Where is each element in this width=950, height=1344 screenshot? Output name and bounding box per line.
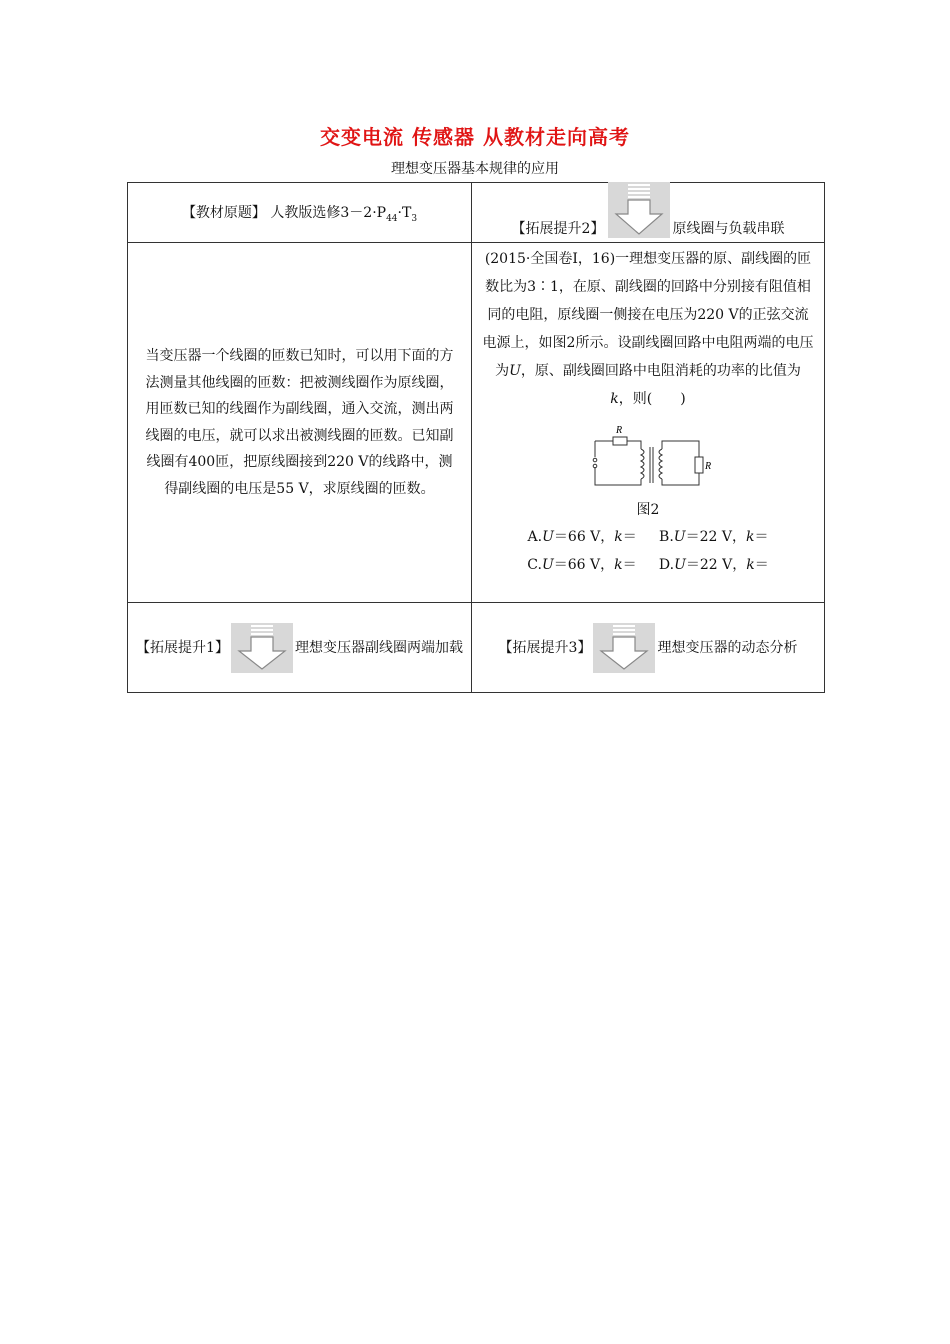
option-c-k: k <box>614 557 623 573</box>
variable-u: U <box>509 363 521 379</box>
option-a-u: U <box>542 529 554 545</box>
option-c-tail: ＝ <box>622 557 637 573</box>
option-d[interactable] <box>659 557 769 573</box>
down-arrow-icon <box>231 623 293 673</box>
options-row-1 <box>472 523 824 551</box>
extension-1-cell <box>128 603 472 693</box>
option-b-letter: B. <box>659 529 674 545</box>
option-d-k: k <box>746 557 755 573</box>
content-row <box>128 243 825 603</box>
original-problem-header <box>128 183 472 243</box>
document-title: 交变电流 传感器 从教材走向高考 <box>320 125 630 149</box>
option-d-tail: ＝ <box>754 557 769 573</box>
variable-k: k <box>610 391 619 407</box>
option-b-value: ＝22 V， <box>685 529 746 545</box>
extension-3-content <box>472 623 824 673</box>
option-a-value: ＝66 V， <box>553 529 615 545</box>
down-arrow-icon <box>593 623 655 673</box>
resistor-label-2: R <box>705 461 712 472</box>
option-d-value: ＝22 V， <box>685 557 747 573</box>
primary-coil <box>641 449 644 479</box>
extension-1-tag: 【拓展提升1】 <box>136 639 229 656</box>
secondary-coil <box>659 449 662 479</box>
extension-1-title: 理想变压器副线圈两端加载 <box>294 639 463 656</box>
resistor-label-1: R <box>616 425 623 436</box>
bottom-row <box>128 603 825 693</box>
circuit-diagram <box>472 423 824 497</box>
option-b-u: U <box>673 529 686 545</box>
extension-1-content <box>128 623 471 673</box>
question-number: 3 <box>411 213 418 224</box>
extension-2-tag: 【拓展提升2】 <box>511 220 605 237</box>
option-a-k: k <box>614 529 623 545</box>
original-problem-tag: 【教材原题】 <box>181 204 266 221</box>
transformer-circuit <box>583 423 713 493</box>
option-d-u: U <box>674 557 686 573</box>
option-c[interactable] <box>527 557 636 573</box>
textbook-mid: ·T <box>397 204 412 221</box>
textbook-source <box>265 204 418 224</box>
option-b[interactable] <box>659 529 768 545</box>
options-row-2 <box>472 551 824 579</box>
textbook-source-text: 人教版选修3－2·P <box>265 204 387 221</box>
problem-table <box>127 182 825 693</box>
secondary-resistor <box>695 457 703 473</box>
option-c-value: ＝66 V， <box>553 557 615 573</box>
page-number: 44 <box>386 213 398 224</box>
option-c-u: U <box>541 557 554 573</box>
figure-caption: 图2 <box>636 502 660 518</box>
original-problem-text: 当变压器一个线圈的匝数已知时，可以用下面的方法测量其他线圈的匝数：把被测线圈作为原线圈，用匝数已知的线圈作为副线圈，通入交流，测出两线圈的电压，就可以求出被测线圈的匝数。已知副线圈有400匝，把原线圈接到220 V的线路中，测得副线圈的电压是55 V，求原线圈的匝数。 <box>145 348 454 497</box>
option-a[interactable] <box>528 529 637 545</box>
option-d-letter: D. <box>658 557 675 573</box>
option-b-k: k <box>745 529 755 545</box>
original-problem-cell <box>128 243 472 603</box>
source-terminal-top <box>593 458 597 462</box>
problem-text-part3: ，则( ) <box>618 391 686 407</box>
extension-2-cell <box>472 243 825 603</box>
problem-text-part1: (2015·全国卷Ⅰ，16)一理想变压器的原、副线圈的匝数比为3∶1，在原、副线圈的回路中分别接有阻值相同的电阻，原线圈一侧接在电压为220 V的正弦交流电源上，如图2所示。设副线圈回路中电阻两端的电压为 <box>482 251 814 379</box>
answer-options <box>472 523 824 587</box>
option-c-letter: C. <box>527 557 542 573</box>
extension-2-title: 原线圈与负载串联 <box>672 220 785 237</box>
primary-resistor <box>613 437 627 445</box>
option-b-tail: ＝ <box>754 529 769 545</box>
option-a-letter: A. <box>527 529 543 545</box>
option-a-tail: ＝ <box>622 529 637 545</box>
extension-3-tag: 【拓展提升3】 <box>498 639 592 656</box>
extension-3-cell <box>472 603 825 693</box>
extension-2-header <box>472 183 825 243</box>
section-subtitle: 理想变压器基本规律的应用 <box>391 161 559 177</box>
extension-3-title: 理想变压器的动态分析 <box>657 639 798 656</box>
problem-text-part2: ，原、副线圈回路中电阻消耗的功率的比值为 <box>520 363 801 379</box>
extension-2-problem <box>472 243 824 419</box>
down-arrow-icon <box>608 182 670 238</box>
header-row <box>128 183 825 243</box>
